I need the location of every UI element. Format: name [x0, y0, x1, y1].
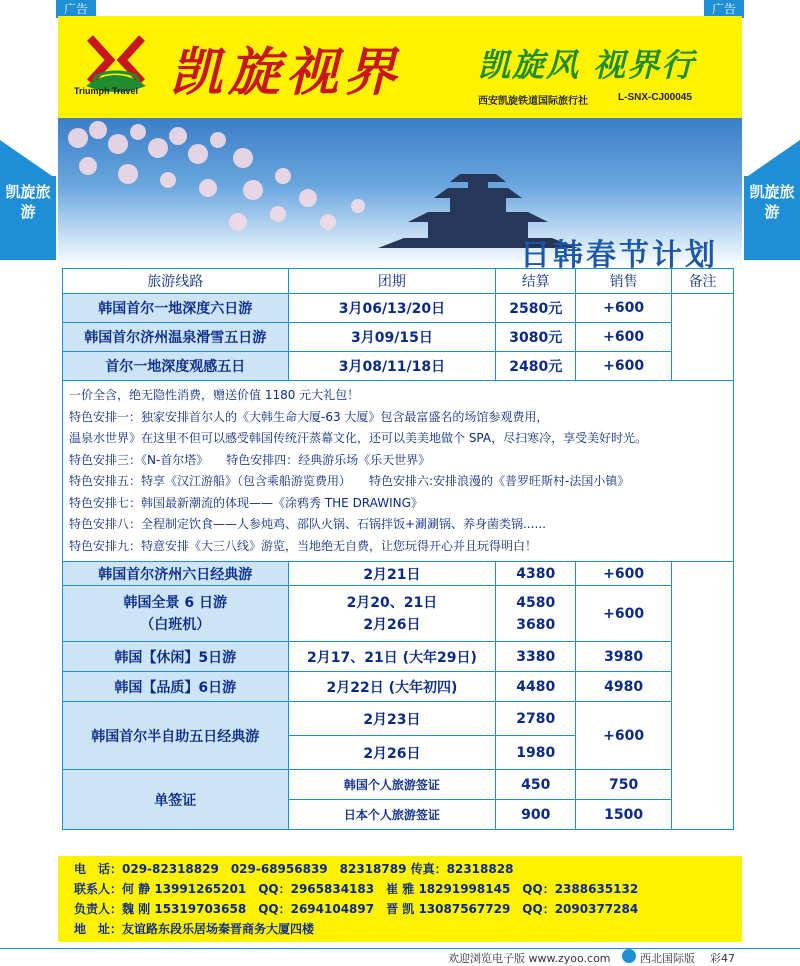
sale-cell: 3980 — [576, 642, 672, 672]
col-header-dates: 团期 — [288, 269, 496, 294]
settle-cell: 900 — [496, 800, 576, 830]
notes-row — [63, 381, 734, 562]
table-row — [63, 562, 734, 586]
route-cell: 首尔一地深度观感五日 — [63, 352, 289, 381]
banner — [58, 118, 742, 268]
edition-badge-icon — [622, 949, 636, 963]
settle-cell: 1980 — [496, 736, 576, 770]
settle-line: 3680 — [516, 616, 556, 633]
visa-cell: 日本个人旅游签证 — [288, 800, 496, 830]
sale-cell: +600 — [576, 323, 672, 352]
cherry-blossom — [68, 121, 365, 231]
settle-line: 4580 — [516, 594, 556, 611]
note-line: 特色安排九：特意安排《大三八线》游览，当地绝无自费，让您玩得开心并且玩得明白！ — [69, 538, 538, 553]
settle-cell — [496, 586, 576, 642]
route-cell: 韩国首尔济州六日经典游 — [63, 562, 289, 586]
route-line: 韩国全景 6 日游 — [123, 594, 228, 611]
footer-phone: 电 话：029-82318829 029-68956839 82318789 传真：82318828 — [74, 862, 514, 876]
route-cell: 韩国【品质】6日游 — [63, 672, 289, 702]
note-line: 特色安排五：特享《汉江游船》（包含乘船游览费用） 特色安排六:安排浪漫的《普罗旺斯村-法国小镇》 — [69, 474, 630, 488]
dates-cell: 3月06/13/20日 — [288, 294, 496, 323]
sale-cell: +600 — [576, 586, 672, 642]
sale-cell: 750 — [576, 770, 672, 800]
route-cell: 单签证 — [63, 770, 289, 830]
footer-contact: 联系人：何 静 13991265201 QQ：2965834183 崔 雅 18291998145 QQ：2388635132 — [74, 882, 639, 896]
itinerary-table — [62, 268, 734, 830]
dates-cell: 2月23日 — [288, 702, 496, 736]
brand-name: 凯旋视界 — [170, 42, 403, 103]
table-row — [63, 586, 734, 642]
settle-cell: 3080元 — [496, 323, 576, 352]
date-line: 2月26日 — [363, 616, 421, 633]
visa-cell: 韩国个人旅游签证 — [288, 770, 496, 800]
col-header-settle: 结算 — [496, 269, 576, 294]
sale-cell: +600 — [576, 702, 672, 770]
note-line: 特色安排三：《N-首尔塔》 特色安排四：经典游乐场《乐天世界》 — [69, 452, 431, 467]
sale-cell: 4980 — [576, 672, 672, 702]
sale-cell: +600 — [576, 294, 672, 323]
promo-text: 欢迎浏览电子版 www.zyoo.com — [448, 952, 611, 965]
page-number: 彩47 — [710, 952, 735, 965]
note-line: 特色安排一：独家安排首尔人的《大韩生命大厦-63 大厦》包含最富盛名的场馆参观费用， — [69, 409, 549, 424]
note-line: 一价全含，绝无隐性消费，赠送价值 1180 元大礼包！ — [69, 388, 360, 402]
dates-cell — [288, 586, 496, 642]
side-label-right: 凯旋旅游 — [744, 176, 800, 260]
col-header-remark: 备注 — [672, 269, 734, 294]
table-row — [63, 642, 734, 672]
col-header-route: 旅游线路 — [63, 269, 289, 294]
footer-address: 地 址：友谊路东段乐居场秦晋商务大厦四楼 — [74, 922, 315, 936]
contact-footer — [58, 856, 742, 942]
note-line: 温泉水世界》在这里不但可以感受韩国传统汗蒸幕文化，还可以美美地做个 SPA，尽扫寒冷，享受美好时光。 — [69, 431, 648, 445]
note-line: 特色安排七：韩国最新潮流的体现——《涂鸦秀 THE DRAWING》 — [69, 495, 423, 510]
slogan: 凯旋风 视界行 — [478, 46, 696, 84]
ad-tag-right: 广告 — [704, 0, 744, 18]
route-cell: 韩国首尔半自助五日经典游 — [63, 702, 289, 770]
side-label-left: 凯旋旅游 — [0, 176, 56, 260]
date-line: 2月20、21日 — [346, 594, 438, 611]
settle-cell: 3380 — [496, 642, 576, 672]
page-bottom-bar — [0, 944, 800, 966]
remark-cell — [672, 562, 734, 830]
ad-frame — [58, 16, 742, 956]
table-row — [63, 672, 734, 702]
table-row — [63, 770, 734, 800]
edition-name: 西北国际版 — [640, 952, 695, 965]
triumph-logo-icon — [76, 30, 156, 110]
notes-cell — [63, 381, 734, 562]
settle-cell: 4380 — [496, 562, 576, 586]
dates-cell: 2月26日 — [288, 736, 496, 770]
route-cell — [63, 586, 289, 642]
ad-tag-left: 广告 — [56, 0, 96, 18]
settle-cell: 450 — [496, 770, 576, 800]
dates-cell: 3月08/11/18日 — [288, 352, 496, 381]
table-row — [63, 323, 734, 352]
dates-cell: 2月17、21日 (大年29日) — [288, 642, 496, 672]
sale-cell: +600 — [576, 562, 672, 586]
footer-manager: 负责人：魏 刚 15319703658 QQ：2694104897 晋 凯 13087567729 QQ：2090377284 — [74, 902, 639, 916]
banner-title: 日韩春节计划 — [520, 238, 718, 268]
note-line: 特色安排八：全程制定饮食——人参炖鸡、部队火锅、石锅拌饭+涮涮锅、养身菌类锅...... — [69, 517, 546, 531]
route-cell: 韩国首尔一地深度六日游 — [63, 294, 289, 323]
agency-name: 西安凯旋铁道国际旅行社 — [478, 96, 588, 107]
col-header-sale: 销售 — [576, 269, 672, 294]
settle-cell: 2580元 — [496, 294, 576, 323]
table-row — [63, 352, 734, 381]
remark-cell — [672, 294, 734, 381]
dates-cell: 3月09/15日 — [288, 323, 496, 352]
sale-cell: 1500 — [576, 800, 672, 830]
dates-cell: 2月22日 (大年初四) — [288, 672, 496, 702]
logo-caption: Triumph Travel — [74, 86, 139, 96]
settle-cell: 2480元 — [496, 352, 576, 381]
table-row — [63, 294, 734, 323]
sale-cell: +600 — [576, 352, 672, 381]
header — [58, 16, 742, 118]
table-row — [63, 702, 734, 736]
dates-cell: 2月21日 — [288, 562, 496, 586]
route-cell: 韩国首尔济州温泉滑雪五日游 — [63, 323, 289, 352]
license-number: L-SNX-CJ00045 — [618, 92, 692, 103]
bottom-divider — [0, 948, 800, 949]
settle-cell: 4480 — [496, 672, 576, 702]
route-line: （白班机） — [140, 616, 211, 633]
route-cell: 韩国【休闲】5日游 — [63, 642, 289, 672]
table-header-row — [63, 269, 734, 294]
settle-cell: 2780 — [496, 702, 576, 736]
